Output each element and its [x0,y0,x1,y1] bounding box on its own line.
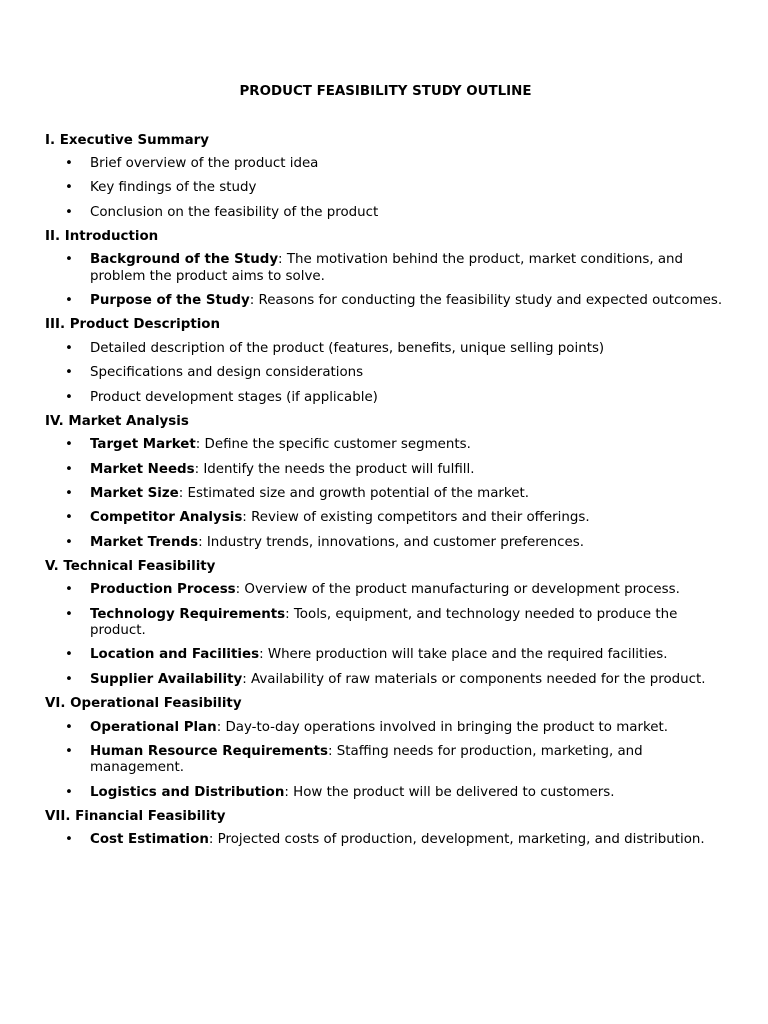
bullet-term: Production Process [90,582,236,598]
bullet-text: : Review of existing competitors and their offerings. [242,510,590,526]
bullet-item [45,607,728,640]
bullet-term: Human Resource Requirements [90,743,329,759]
bullet-text: : Define the specific customer segments. [195,437,471,453]
bullet-icon: • [65,365,73,381]
bullet-item [45,785,728,802]
bullet-text: : How the product will be delivered to customers. [284,784,615,800]
bullet-text: : Staffing needs for production, marketing, and management. [90,743,643,776]
outline-section [45,559,728,688]
bullet-list [45,341,728,406]
bullet-item [45,672,728,689]
bullet-text: Specifications and design considerations [90,365,364,381]
bullet-text: Conclusion on the feasibility of the product [90,204,379,220]
bullet-term: Purpose of the Study [90,293,250,309]
bullet-term: Supplier Availability [90,671,243,687]
bullet-icon: • [65,671,73,687]
bullet-text: : Tools, equipment, and technology needed to produce the product. [90,606,678,639]
bullet-icon: • [65,293,73,309]
bullet-list [45,582,728,688]
bullet-icon: • [65,743,73,759]
bullet-icon: • [65,510,73,526]
bullet-icon: • [65,389,73,405]
bullet-text: : The motivation behind the product, market conditions, and problem the product aims to solve. [90,252,684,284]
bullet-icon: • [65,832,73,848]
bullet-text: : Where production will take place and the required facilities. [259,647,668,663]
bullet-icon: • [65,437,73,453]
section-heading: IV. Market Analysis [45,413,189,429]
outline-section [45,229,728,310]
bullet-term: Competitor Analysis [90,510,243,526]
bullet-item [45,205,728,222]
document-title: PRODUCT FEASIBILITY STUDY OUTLINE [239,84,532,99]
bullet-item [45,341,728,358]
outline-section [45,414,728,551]
bullet-item [45,744,728,777]
bullet-term: Target Market [90,437,196,453]
bullet-icon: • [65,485,73,501]
outline-sections [45,133,728,849]
bullet-list [45,156,728,221]
bullet-list [45,252,728,309]
bullet-item [45,437,728,454]
section-heading: I. Executive Summary [45,132,209,148]
bullet-text: Brief overview of the product idea [90,156,319,171]
bullet-item [45,535,728,552]
bullet-icon: • [65,784,73,800]
bullet-item [45,462,728,479]
bullet-icon: • [65,461,73,477]
bullet-term: Background of the Study [90,252,279,268]
outline-section [45,133,728,222]
bullet-icon: • [65,252,73,268]
section-heading: III. Product Description [45,317,221,333]
bullet-icon: • [65,606,73,622]
bullet-icon: • [65,204,73,220]
bullet-text: : Overview of the product manufacturing or development process. [235,582,680,598]
bullet-item [45,832,728,849]
bullet-icon: • [65,534,73,550]
bullet-item [45,647,728,664]
section-heading: VI. Operational Feasibility [45,696,242,712]
outline-section [45,317,728,406]
bullet-text: : Projected costs of production, development, marketing, and distribution. [208,832,705,848]
bullet-item [45,365,728,382]
bullet-item [45,582,728,599]
section-heading: II. Introduction [45,228,159,244]
bullet-list [45,437,728,551]
bullet-item [45,390,728,407]
bullet-text: : Reasons for conducting the feasibility study and expected outcomes. [249,293,723,309]
bullet-item [45,293,728,310]
bullet-term: Logistics and Distribution [90,784,285,800]
bullet-term: Market Trends [90,534,199,550]
bullet-term: Market Size [90,485,179,501]
bullet-list [45,832,728,849]
bullet-text: Key findings of the study [90,180,257,196]
bullet-item [45,510,728,527]
bullet-item [45,486,728,503]
bullet-term: Cost Estimation [90,832,209,848]
section-heading: V. Technical Feasibility [45,558,216,574]
bullet-text: Detailed description of the product (features, benefits, unique selling points) [90,340,605,356]
bullet-text: : Day-to-day operations involved in bringing the product to market. [216,719,668,735]
bullet-text: Product development stages (if applicable) [90,389,378,405]
bullet-item [45,180,728,197]
bullet-term: Technology Requirements [90,606,286,622]
bullet-text: : Estimated size and growth potential of the market. [178,485,529,501]
bullet-icon: • [65,340,73,356]
bullet-term: Operational Plan [90,719,217,735]
bullet-icon: • [65,582,73,598]
bullet-item [45,720,728,737]
bullet-icon: • [65,180,73,196]
bullet-icon: • [65,719,73,735]
bullet-text: : Identify the needs the product will fulfill. [194,461,475,477]
bullet-icon: • [65,156,73,171]
bullet-item [45,156,728,173]
section-heading: VII. Financial Feasibility [45,808,226,824]
bullet-icon: • [65,647,73,663]
bullet-list [45,720,728,802]
bullet-term: Location and Facilities [90,647,260,663]
bullet-item [45,252,728,285]
bullet-text: : Industry trends, innovations, and customer preferences. [198,534,584,550]
bullet-term: Market Needs [90,461,195,477]
outline-section [45,696,728,801]
bullet-text: : Availability of raw materials or components needed for the product. [242,671,706,687]
outline-section [45,809,728,849]
